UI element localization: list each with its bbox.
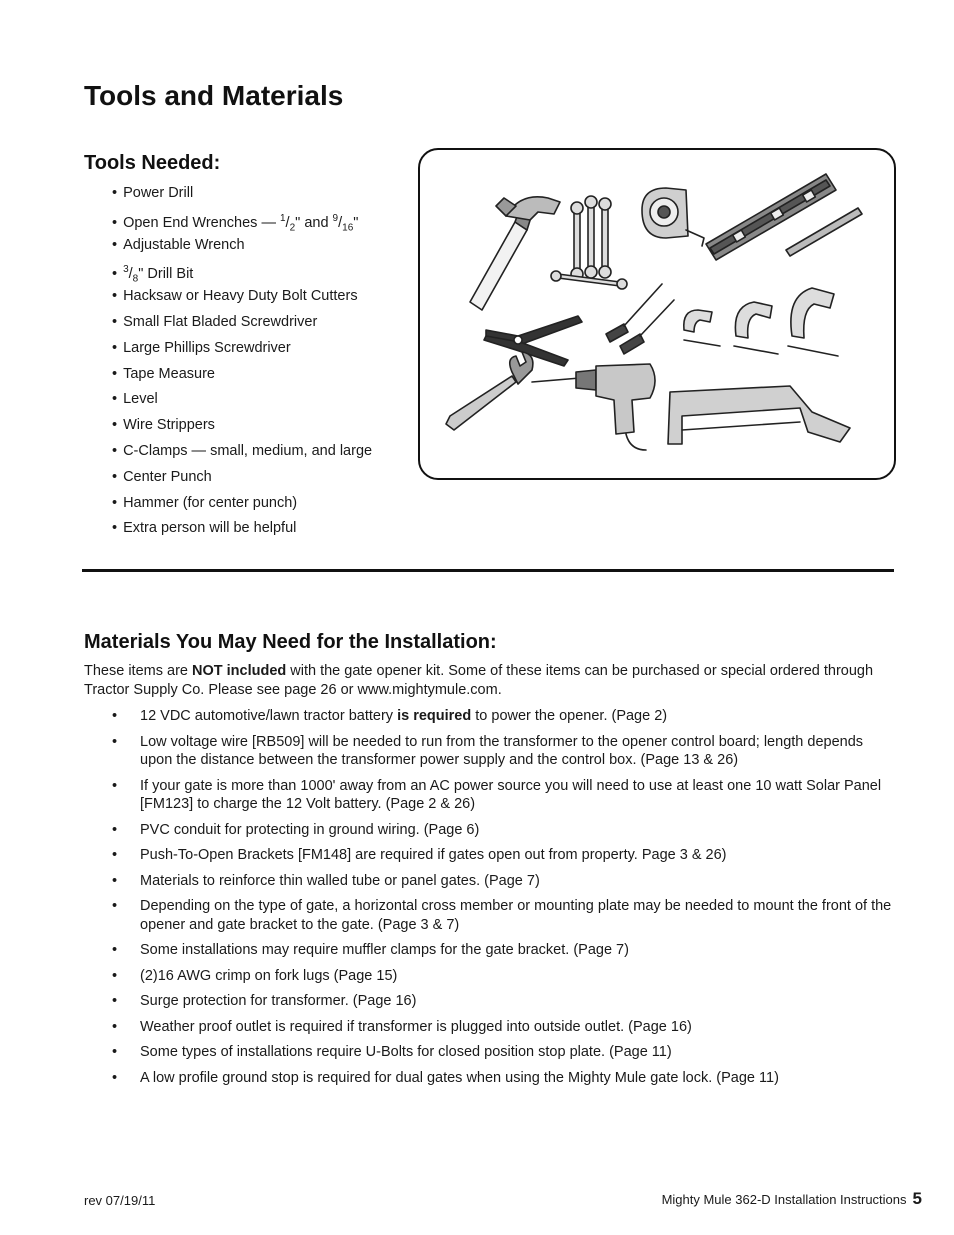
tool-item-drill-bit: • $^3/_8$" Drill Bit xyxy=(112,261,372,287)
tool-item: • Wire Strippers xyxy=(112,416,372,442)
wrench-set-icon xyxy=(551,196,627,289)
tool-item: • Large Phillips Screwdriver xyxy=(112,339,372,365)
tool-item: • Center Punch xyxy=(112,468,372,494)
tool-item: • Extra person will be helpful xyxy=(112,519,372,545)
tool-item-wrenches: • Open End Wrenches — $^1/_2$" and $^9/_{16}$" xyxy=(112,210,372,236)
section-divider xyxy=(82,569,894,572)
tape-measure-icon xyxy=(642,188,704,246)
tool-item: • Tape Measure xyxy=(112,365,372,391)
power-drill-icon xyxy=(532,364,655,450)
materials-intro: These items are NOT included with the gate opener kit. Some of these items can be purchased or special ordered through Tractor Supply Co. Please see page 26 or www.mightymule.com. xyxy=(84,663,874,698)
tools-list xyxy=(112,184,372,545)
tool-item: • C-Clamps — small, medium, and large xyxy=(112,442,372,468)
material-item: • Some installations may require muffler clamps for the gate bracket. (Page 7) xyxy=(112,941,892,960)
material-item: • (2)16 AWG crimp on fork lugs (Page 15) xyxy=(112,967,892,986)
hammer-icon xyxy=(470,197,560,310)
tool-item: • Level xyxy=(112,390,372,416)
page-title: Tools and Materials xyxy=(84,80,344,111)
material-item: • Some types of installations require U-Bolts for closed position stop plate. (Page 11) xyxy=(112,1043,892,1062)
material-item: • A low profile ground stop is required for dual gates when using the Mighty Mule gate lock. (Page 11) xyxy=(112,1069,892,1088)
tools-drawing xyxy=(420,150,894,478)
c-clamp-medium-icon xyxy=(734,302,778,354)
material-item: • Surge protection for transformer. (Page 16) xyxy=(112,992,892,1011)
tool-item: • Hammer (for center punch) xyxy=(112,494,372,520)
materials-list xyxy=(112,707,892,1094)
tool-item: • Small Flat Bladed Screwdriver xyxy=(112,313,372,339)
screwdriver-icon xyxy=(606,284,674,354)
wire-strippers-icon xyxy=(484,316,582,366)
material-item: • PVC conduit for protecting in ground wiring. (Page 6) xyxy=(112,821,892,840)
hacksaw-icon xyxy=(668,386,850,444)
tool-item: • Adjustable Wrench xyxy=(112,236,372,262)
tools-heading: Tools Needed: xyxy=(84,152,221,174)
page-footer xyxy=(662,1189,922,1209)
tool-item: • Hacksaw or Heavy Duty Bolt Cutters xyxy=(112,287,372,313)
material-item: • Materials to reinforce thin walled tube or panel gates. (Page 7) xyxy=(112,872,892,891)
revision-date: rev 07/19/11 xyxy=(84,1193,156,1208)
center-punch-icon xyxy=(786,208,862,256)
material-item: • If your gate is more than 1000' away from an AC power source you will need to use at least one 10 watt Solar Panel [FM123] to charge the 12 Volt battery. (Page 2 & 26) xyxy=(112,777,892,814)
c-clamp-small-icon xyxy=(684,310,720,346)
tools-illustration xyxy=(418,148,896,480)
material-item: • Push-To-Open Brackets [FM148] are required if gates open out from property. Page 3 & 26) xyxy=(112,846,892,865)
material-item: • Depending on the type of gate, a horizontal cross member or mounting plate may be needed to mount the front of the opener and gate bracket to the gate. (Page 3 & 7) xyxy=(112,897,892,934)
page-number: 5 xyxy=(912,1189,922,1208)
tool-item: • Power Drill xyxy=(112,184,372,210)
level-icon xyxy=(706,174,836,260)
document-title: Mighty Mule 362-D Installation Instructions xyxy=(661,1192,907,1207)
material-item: • Weather proof outlet is required if transformer is plugged into outside outlet. (Page 16) xyxy=(112,1018,892,1037)
adjustable-wrench-icon xyxy=(446,352,533,430)
material-item: • Low voltage wire [RB509] will be needed to run from the transformer to the opener control board; length depends upon the distance between the transformer power supply and the control box. (Page 13 & 26) xyxy=(112,733,892,770)
not-included-emphasis: NOT included xyxy=(192,663,287,679)
material-item-battery: • 12 VDC automotive/lawn tractor battery is required to power the opener. (Page 2) xyxy=(112,707,892,726)
materials-heading: Materials You May Need for the Installation: xyxy=(84,631,497,653)
c-clamp-large-icon xyxy=(788,288,838,356)
